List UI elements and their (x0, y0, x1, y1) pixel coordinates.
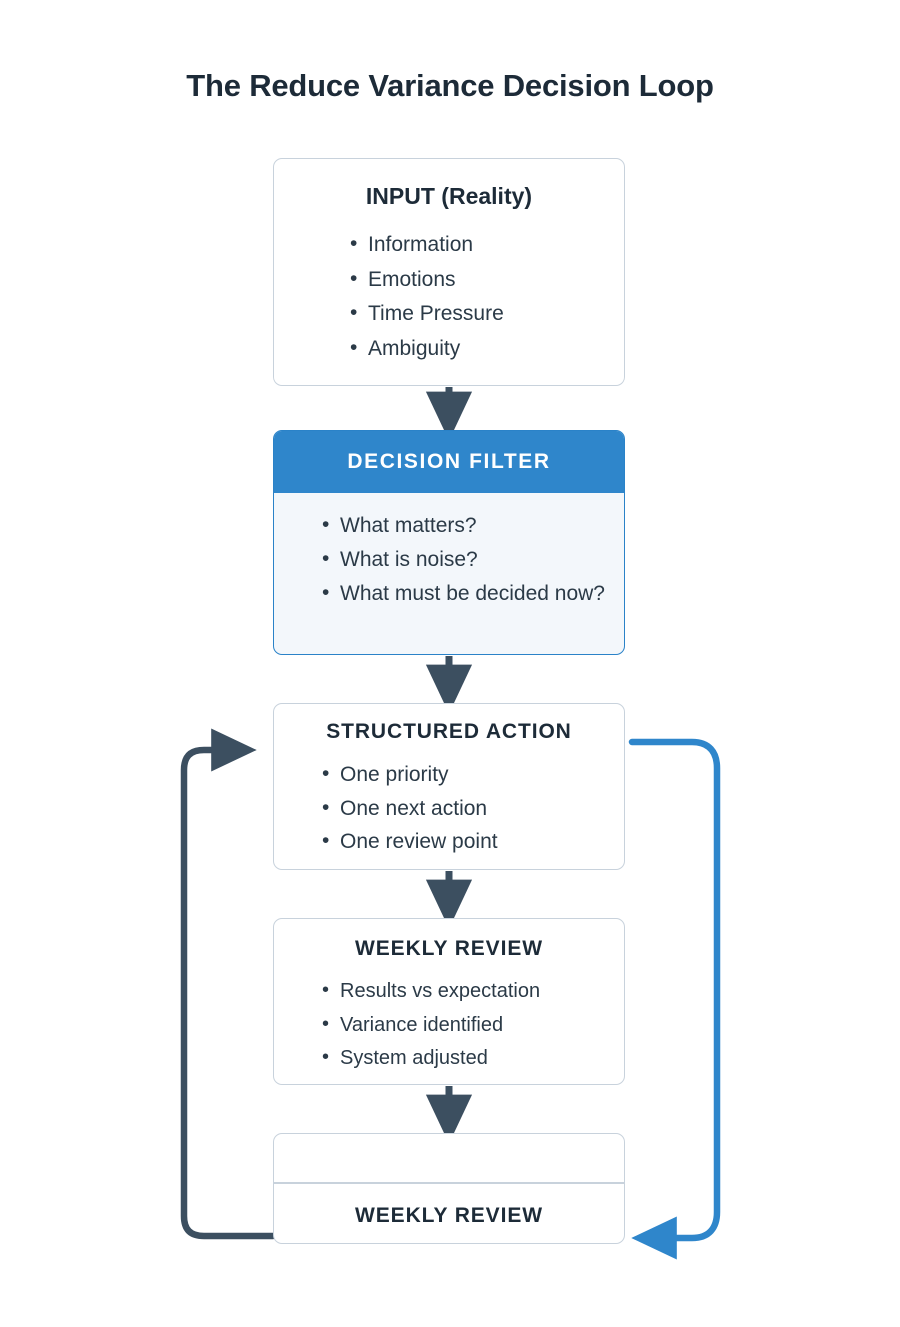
node-weekly-review-bottom-title: WEEKLY REVIEW (355, 1204, 543, 1227)
node-decision-filter-list (320, 509, 608, 611)
node-structured-action (273, 703, 625, 870)
node-weekly-review-list (320, 975, 624, 1076)
node-divider (274, 1182, 624, 1184)
list-item: • Emotions (348, 263, 624, 298)
list-item: • Variance identified (320, 1009, 624, 1043)
list-item: • What must be decided now? (320, 577, 608, 611)
list-item: • One review point (320, 825, 624, 859)
node-decision-filter (273, 430, 625, 655)
list-item: • What matters? (320, 509, 608, 543)
node-input-list (348, 228, 624, 366)
list-item: • What is noise? (320, 543, 608, 577)
list-item: • Time Pressure (348, 297, 624, 332)
node-input (273, 158, 625, 386)
arrow-feedback-right (632, 742, 717, 1238)
list-item: • System adjusted (320, 1042, 624, 1076)
node-weekly-review-title: WEEKLY REVIEW (355, 937, 543, 960)
node-weekly-review (273, 918, 625, 1085)
node-structured-action-list (320, 758, 624, 859)
node-decision-filter-title: DECISION FILTER (274, 431, 624, 493)
arrow-feedback-left (184, 750, 273, 1236)
list-item: • Ambiguity (348, 332, 624, 367)
list-item: • One priority (320, 758, 624, 792)
node-weekly-review-bottom (273, 1133, 625, 1244)
list-item: • One next action (320, 792, 624, 826)
list-item: • Information (348, 228, 624, 263)
node-input-title: INPUT (Reality) (365, 183, 533, 209)
node-structured-action-title: STRUCTURED ACTION (326, 720, 572, 743)
list-item: • Results vs expectation (320, 975, 624, 1009)
page-title: The Reduce Variance Decision Loop (186, 68, 714, 103)
